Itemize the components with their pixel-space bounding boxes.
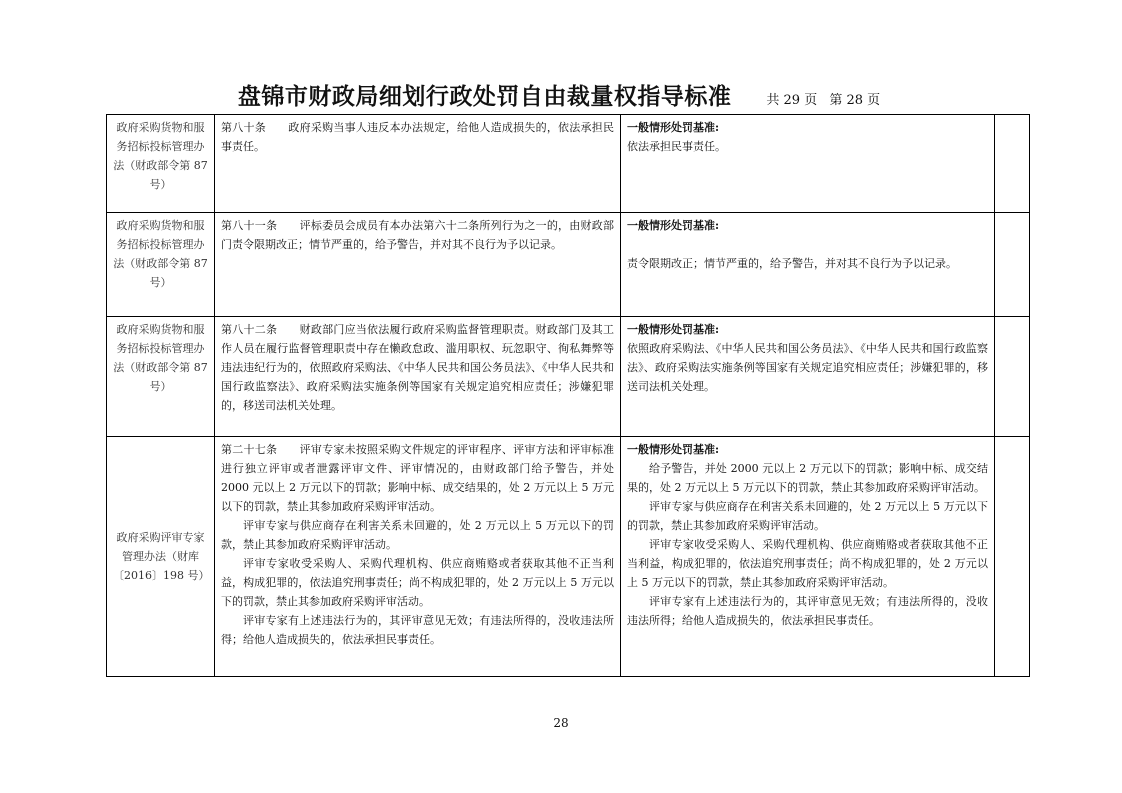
remarks-cell <box>995 213 1030 317</box>
standard-heading: 一般情形处罚基准: <box>627 443 720 456</box>
standard-paragraph: 依法承担民事责任。 <box>627 140 726 153</box>
legal-basis-cell: 政府采购货物和服务招标投标管理办法（财政部令第 87 号） <box>107 115 215 213</box>
page-info <box>762 93 884 108</box>
article-paragraph: 第八十一条 评标委员会成员有本办法第六十二条所列行为之一的，由财政部门责令限期改正；情节严重的，给予警告，并对其不良行为予以记录。 <box>221 219 614 251</box>
standard-cell <box>621 437 995 677</box>
standard-cell <box>621 213 995 317</box>
article-cell <box>215 317 621 437</box>
article-paragraph: 评审专家与供应商存在利害关系未回避的，处 2 万元以上 5 万元以下的罚款，禁止其参加政府采购评审活动。 <box>221 519 614 551</box>
penalty-standard-table <box>106 114 1030 677</box>
remarks-cell <box>995 437 1030 677</box>
current-page: 第 28 页 <box>829 93 881 108</box>
remarks-cell <box>995 317 1030 437</box>
table-row <box>107 115 1030 213</box>
table-row <box>107 213 1030 317</box>
page-header <box>0 78 1122 111</box>
legal-basis-cell: 政府采购货物和服务招标投标管理办法（财政部令第 87 号） <box>107 317 215 437</box>
standard-paragraph: 责令限期改正；情节严重的，给予警告，并对其不良行为予以记录。 <box>627 257 957 270</box>
article-paragraph: 评审专家收受采购人、采购代理机构、供应商贿赂或者获取其他不正当利益，构成犯罪的，依法追究刑事责任；尚不构成犯罪的，处 2 万元以上 5 万元以下的罚款，禁止其参加政府采购评审活动。 <box>221 557 614 608</box>
table-row <box>107 317 1030 437</box>
total-pages: 共 29 页 <box>766 93 818 108</box>
article-cell <box>215 437 621 677</box>
standard-cell <box>621 115 995 213</box>
article-paragraph: 第八十条 政府采购当事人违反本办法规定，给他人造成损失的，依法承担民事责任。 <box>221 121 614 153</box>
standard-heading: 一般情形处罚基准: <box>627 219 720 232</box>
article-cell <box>215 115 621 213</box>
legal-basis-cell: 政府采购评审专家管理办法（财库〔2016〕198 号） <box>107 437 215 677</box>
standard-heading: 一般情形处罚基准: <box>627 323 720 336</box>
article-paragraph: 第二十七条 评审专家未按照采购文件规定的评审程序、评审方法和评审标准进行独立评审或者泄露评审文件、评审情况的，由财政部门给予警告，并处 2000 元以上 2 万元以下的罚款；影响中标、成交结果的，处 2 万元以上 5 万元以下的罚款，禁止其参加政府采购评审活动。 <box>221 443 614 513</box>
standard-paragraph: 评审专家有上述违法行为的，其评审意见无效；有违法所得的，没收违法所得；给他人造成损失的，依法承担民事责任。 <box>627 595 988 627</box>
legal-basis-cell: 政府采购货物和服务招标投标管理办法（财政部令第 87 号） <box>107 213 215 317</box>
remarks-cell <box>995 115 1030 213</box>
article-paragraph: 第八十二条 财政部门应当依法履行政府采购监督管理职责。财政部门及其工作人员在履行监督管理职责中存在懒政怠政、滥用职权、玩忽职守、徇私舞弊等违法违纪行为的，依照政府采购法、《中华人民共和国公务员法》、《中华人民共和国行政监察法》、政府采购法实施条例等国家有关规定追究相应责任；涉嫌犯罪的，移送司法机关处理。 <box>221 323 614 412</box>
standard-paragraph: 评审专家收受采购人、采购代理机构、供应商贿赂或者获取其他不正当利益，构成犯罪的，依法追究刑事责任；尚不构成犯罪的，处 2 万元以上 5 万元以下的罚款，禁止其参加政府采购评审活动。 <box>627 538 988 589</box>
document-title: 盘锦市财政局细划行政处罚自由裁量权指导标准 <box>237 83 732 110</box>
standard-cell <box>621 317 995 437</box>
standard-heading: 一般情形处罚基准: <box>627 121 720 134</box>
standard-paragraph: 评审专家与供应商存在利害关系未回避的，处 2 万元以上 5 万元以下的罚款，禁止其参加政府采购评审活动。 <box>627 500 988 532</box>
page-number: 28 <box>553 716 569 730</box>
article-paragraph: 评审专家有上述违法行为的，其评审意见无效；有违法所得的，没收违法所得；给他人造成损失的，依法承担民事责任。 <box>221 614 614 646</box>
table-row <box>107 437 1030 677</box>
spacer <box>627 235 988 254</box>
article-cell <box>215 213 621 317</box>
standard-paragraph: 依照政府采购法、《中华人民共和国公务员法》、《中华人民共和国行政监察法》、政府采购法实施条例等国家有关规定追究相应责任；涉嫌犯罪的，移送司法机关处理。 <box>627 342 988 393</box>
standard-paragraph: 给予警告，并处 2000 元以上 2 万元以下的罚款；影响中标、成交结果的，处 2 万元以上 5 万元以下的罚款，禁止其参加政府采购评审活动。 <box>627 462 988 494</box>
